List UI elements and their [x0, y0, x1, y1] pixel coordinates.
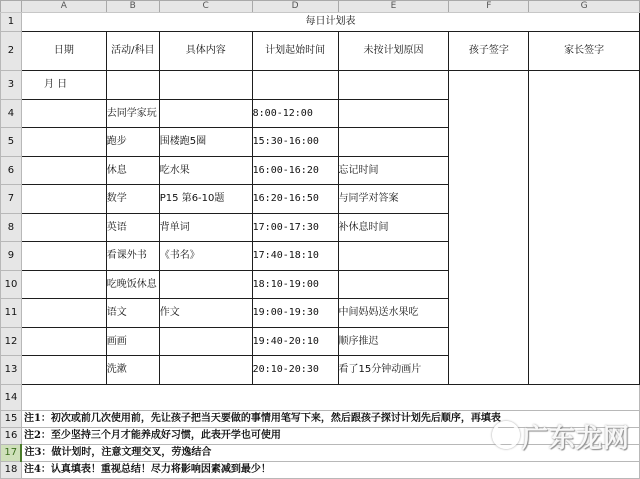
note-1[interactable]: 注1：初次或前几次使用前，先让孩子把当天要做的事情用笔写下来，然后跟孩子探讨计划先后顺序，再填表 [21, 411, 639, 428]
note-3[interactable]: 注3：做计划时，注意文理交叉，劳逸结合 [21, 445, 639, 462]
date-cell[interactable]: 月 日 [21, 71, 106, 100]
activity-cell[interactable]: 语文 [106, 299, 159, 328]
row-header-17[interactable]: 17 [1, 445, 22, 462]
content-cell[interactable]: 背单词 [159, 214, 252, 242]
date-cell[interactable] [21, 328, 106, 356]
row-header-2[interactable]: 2 [1, 32, 22, 71]
column-header-row [1, 1, 640, 13]
column-header-b[interactable]: B [106, 1, 159, 13]
reason-cell[interactable]: 看了15分钟动画片 [338, 356, 449, 385]
date-cell[interactable] [21, 128, 106, 157]
date-cell[interactable] [21, 299, 106, 328]
date-cell[interactable] [21, 271, 106, 299]
row-header-11[interactable]: 11 [1, 299, 22, 328]
activity-cell[interactable]: 跑步 [106, 128, 159, 157]
row-header-3[interactable]: 3 [1, 71, 22, 100]
cell[interactable] [159, 71, 252, 100]
activity-cell[interactable]: 休息 [106, 157, 159, 185]
row-header-6[interactable]: 6 [1, 157, 22, 185]
activity-cell[interactable]: 数学 [106, 185, 159, 214]
note-4[interactable]: 注4：认真填表！重视总结！尽力将影响因素减到最少！ [21, 462, 639, 479]
content-cell[interactable]: 吃水果 [159, 157, 252, 185]
date-cell[interactable] [21, 242, 106, 271]
row-header-10[interactable]: 10 [1, 271, 22, 299]
header-parent-sign[interactable]: 家长签字 [529, 32, 640, 71]
content-cell[interactable]: 作文 [159, 299, 252, 328]
content-cell[interactable]: 《书名》 [159, 242, 252, 271]
time-cell[interactable]: 19:40-20:10 [252, 328, 338, 356]
row-header-16[interactable]: 16 [1, 428, 22, 445]
column-header-f[interactable]: F [449, 1, 529, 13]
reason-cell[interactable] [338, 100, 449, 128]
cell[interactable] [252, 71, 338, 100]
note-2[interactable]: 注2：至少坚持三个月才能养成好习惯，此表开学也可使用 [21, 428, 639, 445]
header-child-sign[interactable]: 孩子签字 [449, 32, 529, 71]
row-header-13[interactable]: 13 [1, 356, 22, 385]
content-cell[interactable] [159, 328, 252, 356]
row-header-8[interactable]: 8 [1, 214, 22, 242]
reason-cell[interactable] [338, 242, 449, 271]
row-header-1[interactable]: 1 [1, 13, 22, 32]
reason-cell[interactable]: 顺序推迟 [338, 328, 449, 356]
activity-cell[interactable]: 去同学家玩 [106, 100, 159, 128]
column-header-g[interactable]: G [529, 1, 640, 13]
content-cell[interactable] [159, 100, 252, 128]
reason-cell[interactable]: 与同学对答案 [338, 185, 449, 214]
activity-cell[interactable]: 看课外书 [106, 242, 159, 271]
time-cell[interactable]: 20:10-20:30 [252, 356, 338, 385]
column-header-e[interactable]: E [338, 1, 449, 13]
time-cell[interactable]: 8:00-12:00 [252, 100, 338, 128]
row-header-5[interactable]: 5 [1, 128, 22, 157]
content-cell[interactable] [159, 271, 252, 299]
blank-row[interactable] [21, 385, 639, 411]
row-header-9[interactable]: 9 [1, 242, 22, 271]
child-sign-area[interactable] [449, 71, 529, 385]
activity-cell[interactable]: 洗漱 [106, 356, 159, 385]
reason-cell[interactable] [338, 128, 449, 157]
watermark-logo [492, 418, 630, 455]
row-header-18[interactable]: 18 [1, 462, 22, 479]
activity-cell[interactable]: 英语 [106, 214, 159, 242]
content-cell[interactable]: P15 第6-10题 [159, 185, 252, 214]
select-all-corner[interactable] [1, 1, 22, 13]
row-header-12[interactable]: 12 [1, 328, 22, 356]
row-header-14[interactable]: 14 [1, 385, 22, 411]
time-cell[interactable]: 17:40-18:10 [252, 242, 338, 271]
reason-cell[interactable]: 忘记时间 [338, 157, 449, 185]
date-cell[interactable] [21, 185, 106, 214]
parent-sign-area[interactable] [529, 71, 640, 385]
date-cell[interactable] [21, 100, 106, 128]
header-reason[interactable]: 未按计划原因 [338, 32, 449, 71]
row-header-4[interactable]: 4 [1, 100, 22, 128]
cell[interactable] [338, 71, 449, 100]
header-content[interactable]: 具体内容 [159, 32, 252, 71]
header-activity[interactable]: 活动/科目 [106, 32, 159, 71]
column-header-d[interactable]: D [252, 1, 338, 13]
time-cell[interactable]: 16:20-16:50 [252, 185, 338, 214]
date-cell[interactable] [21, 157, 106, 185]
activity-cell[interactable]: 吃晚饭休息 [106, 271, 159, 299]
row-header-7[interactable]: 7 [1, 185, 22, 214]
column-header-a[interactable]: A [21, 1, 106, 13]
watermark-text: 广东龙网 [521, 424, 630, 454]
header-time[interactable]: 计划起始时间 [252, 32, 338, 71]
reason-cell[interactable]: 中间妈妈送水果吃 [338, 299, 449, 328]
time-cell[interactable]: 16:00-16:20 [252, 157, 338, 185]
date-cell[interactable] [21, 214, 106, 242]
row-header-15[interactable]: 15 [1, 411, 22, 428]
date-cell[interactable] [21, 356, 106, 385]
reason-cell[interactable]: 补休息时间 [338, 214, 449, 242]
cell[interactable] [106, 71, 159, 100]
content-cell[interactable] [159, 356, 252, 385]
time-cell[interactable]: 18:10-19:00 [252, 271, 338, 299]
watermark-icon [492, 421, 520, 449]
table-title[interactable]: 每日计划表 [21, 13, 639, 32]
reason-cell[interactable] [338, 271, 449, 299]
activity-cell[interactable]: 画画 [106, 328, 159, 356]
time-cell[interactable]: 19:00-19:30 [252, 299, 338, 328]
column-header-c[interactable]: C [159, 1, 252, 13]
header-date[interactable]: 日期 [21, 32, 106, 71]
time-cell[interactable]: 15:30-16:00 [252, 128, 338, 157]
content-cell[interactable]: 围楼跑5圈 [159, 128, 252, 157]
time-cell[interactable]: 17:00-17:30 [252, 214, 338, 242]
